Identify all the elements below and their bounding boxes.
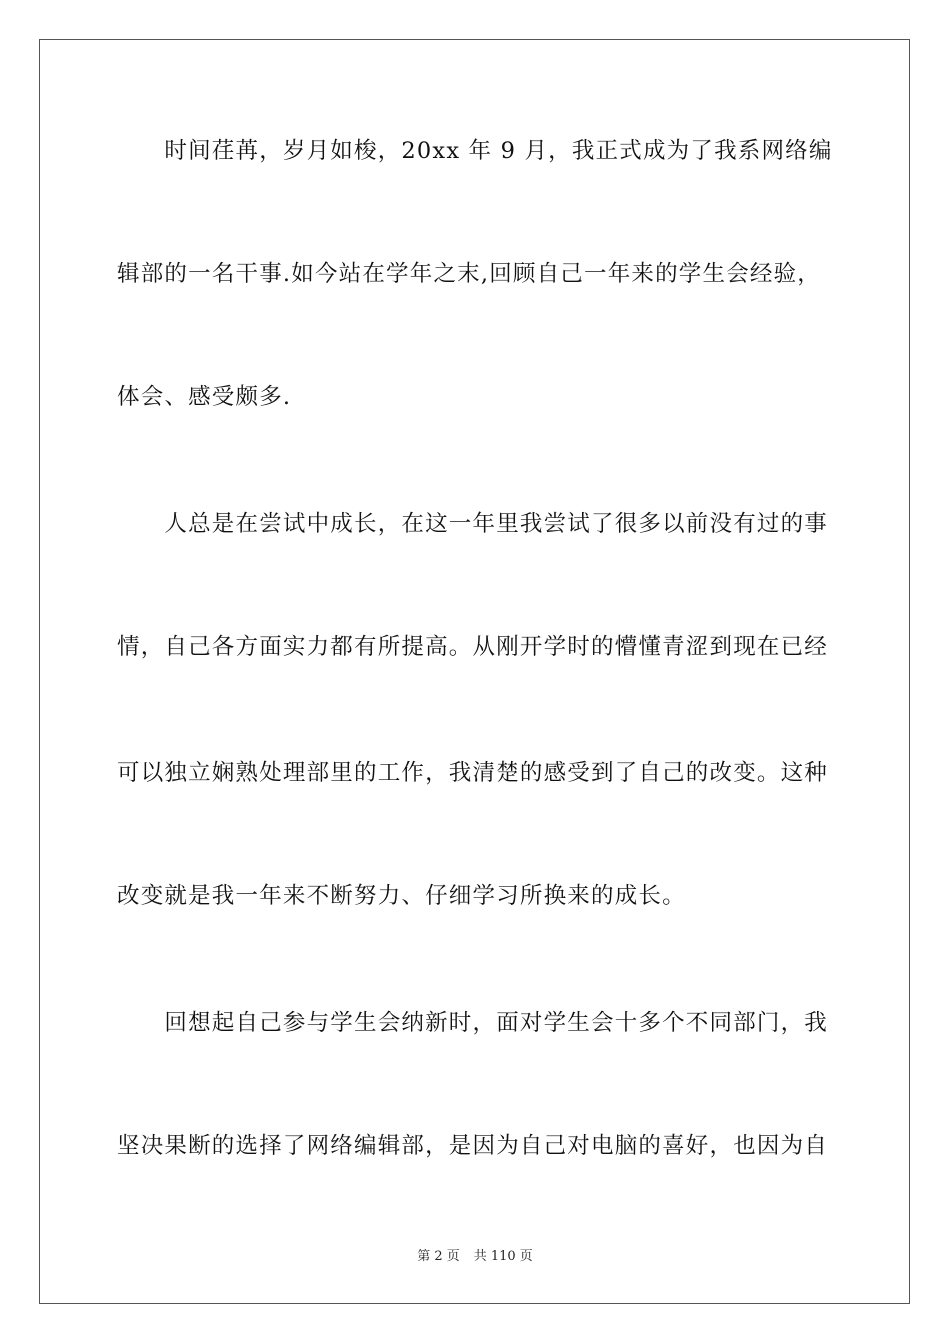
page-border — [39, 39, 910, 1304]
body-text-line: 可以独立娴熟处理部里的工作，我清楚的感受到了自己的改变。这种 — [117, 760, 829, 786]
page-number: 第 2 页 — [417, 1249, 460, 1264]
body-text-line: 辑部的一名干事.如今站在学年之末,回顾自己一年来的学生会经验， — [117, 261, 822, 287]
body-text-line: 坚决果断的选择了网络编辑部，是因为自己对电脑的喜好，也因为自 — [117, 1133, 829, 1159]
total-pages: 共 110 页 — [473, 1249, 533, 1264]
body-text-line: 改变就是我一年来不断努力、仔细学习所换来的成长。 — [117, 883, 686, 909]
body-text-line: 人总是在尝试中成长，在这一年里我尝试了很多以前没有过的事 — [117, 511, 829, 537]
body-text-line: 体会、感受颇多. — [117, 384, 292, 410]
body-text-line: 时间荏苒，岁月如梭，20xx 年 9 月，我正式成为了我系网络编 — [117, 138, 833, 164]
body-text-line: 情，自己各方面实力都有所提高。从刚开学时的懵懂青涩到现在已经 — [117, 634, 829, 660]
body-text-line: 回想起自己参与学生会纳新时，面对学生会十多个不同部门，我 — [117, 1010, 829, 1036]
page-footer — [0, 1248, 950, 1266]
